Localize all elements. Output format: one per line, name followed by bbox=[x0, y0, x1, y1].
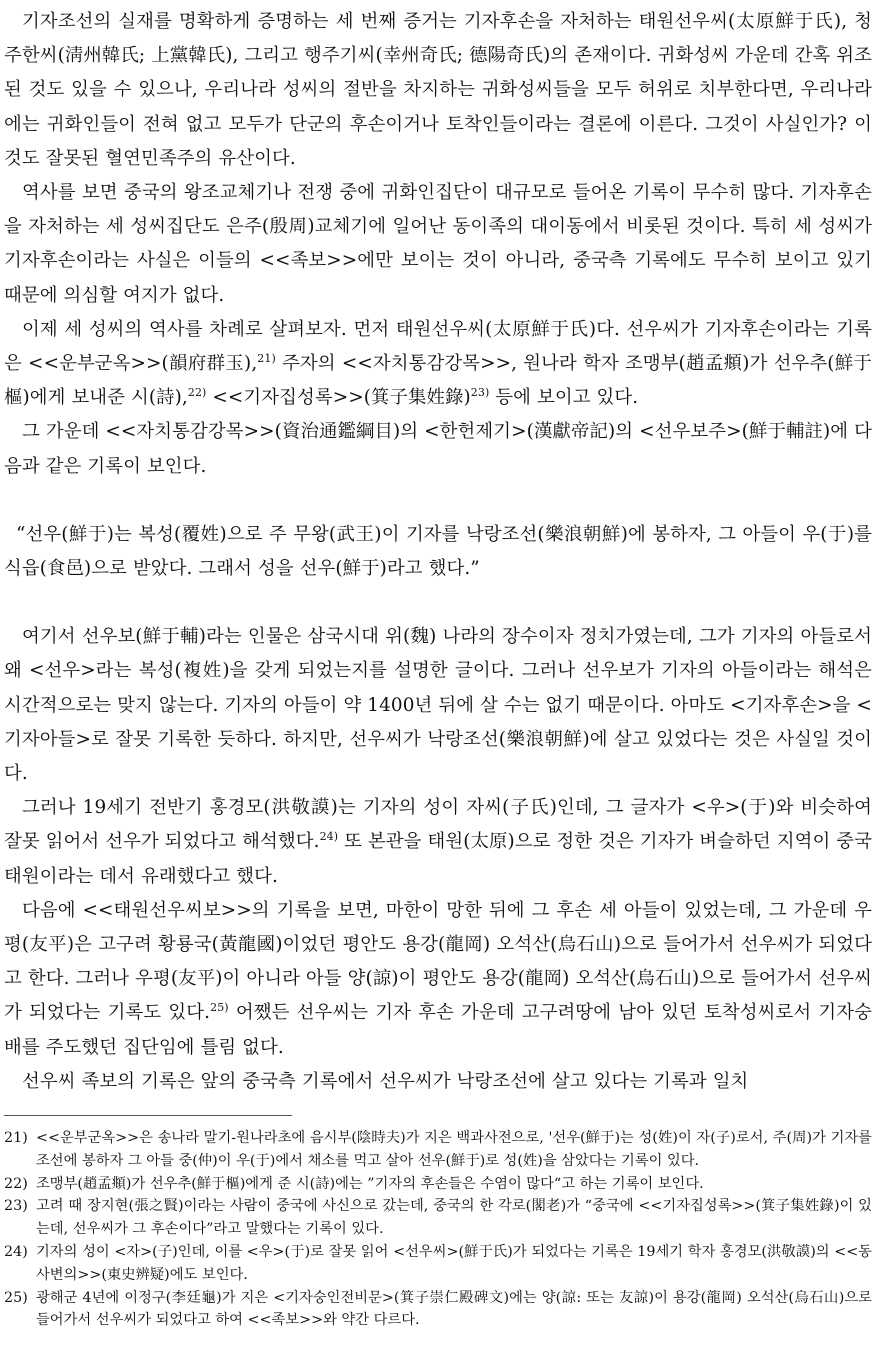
paragraph-8-part-b: 어쨌든 선우씨는 기자 후손 가운데 고구려땅에 남아 있던 토착성씨로서 기자숭배를 주도했던 집단임에 틀림 없다. bbox=[4, 1002, 873, 1058]
footnote-number: 23) bbox=[4, 1198, 28, 1215]
paragraph-8-part-a: 다음에 <<태원선우씨보>>의 기록을 보면, 마한이 망한 뒤에 그 후손 세 아들이 있었는데, 그 가운데 우평(友平)은 고구려 황룡국(黃龍國)이었던 평안도 용강(龍岡) 오석산(烏石山)으로 들어가서 선우씨가 되었다고 한다. 그러나 우평(友平)이 아니라 아들 양(諒)이 평안도 용강(龍岡) 오석산(烏石山)으로 들어가서 선우씨가 되었다는 기록도 있다. bbox=[4, 899, 872, 1024]
paragraph-3-part-a: 이제 세 성씨의 역사를 차례로 살펴보자. 먼저 태원선우씨(太原鮮于氏)다. 선우씨가 기자후손이라는 기록은 <<운부군옥>>(韻府群玉), bbox=[4, 318, 872, 375]
paragraph-3-part-c: <<기자집성록>>(箕子集姓錄) bbox=[206, 387, 471, 409]
spacer bbox=[4, 586, 872, 620]
paragraph-9: 선우씨 족보의 기록은 앞의 중국측 기록에서 선우씨가 낙랑조선에 살고 있다는 기록과 일치 bbox=[22, 1070, 749, 1092]
footnote-23 bbox=[4, 1195, 872, 1241]
footnote-number: 21) bbox=[4, 1130, 28, 1146]
footnote-ref-24[interactable]: 24) bbox=[319, 830, 339, 844]
paragraph-2: 역사를 보면 중국의 왕조교체기나 전쟁 중에 귀화인집단이 대규모로 들어온 기록이 무수히 많다. 기자후손을 자처하는 세 성씨집단도 은주(殷周)교체기에 일어난 동이족의 대이동에서 비롯된 것이다. 특히 세 성씨가 기자후손이라는 사실은 이들의 <<족보>>에만 보이는 것이 아니라, 중국측 기록에도 무수히 보이고 있기 때문에 의심할 여지가 없다. bbox=[4, 182, 872, 306]
footnote-text: 광해군 4년에 이정구(李廷龜)가 지은 <기자숭인전비문>(箕子崇仁殿碑文)에는 양(諒: 또는 友諒)이 용강(龍岡) 오석산(烏石山)으로 들어가서 선우씨가 되었다고 하여 <<족보>>와 약간 다르다. bbox=[36, 1289, 872, 1329]
footnote-text: 기자의 성이 <자>(子)인데, 이를 <우>(于)로 잘못 읽어 <선우씨>(鮮于氏)가 되었다는 기록은 19세기 학자 홍경모(洪敬謨)의 <<동사변의>>(東史辨疑)에도 보인다. bbox=[36, 1243, 872, 1283]
paragraph-3-part-b: 주자의 <<자치통감강목>>, 원나라 학자 조맹부(趙孟頫)가 선우추(鮮于樞)에게 보내준 시(詩), bbox=[4, 353, 872, 409]
footnote-number: 24) bbox=[4, 1243, 28, 1260]
main-text bbox=[4, 5, 872, 1099]
footnote-text: 조맹부(趙孟頫)가 선우추(鮮于樞)에게 준 시(詩)에는 ”기자의 후손들은 수염이 많다“고 하는 기록이 보인다. bbox=[36, 1175, 704, 1192]
paragraph-7-part-a: 그러나 19세기 전반기 홍경모(洪敬謨)는 기자의 성이 자씨(子氏)인데, 그 글자가 <우>(于)와 비슷하여 잘못 읽어서 선우가 되었다고 해석했다. bbox=[4, 797, 872, 853]
footnote-ref-23[interactable]: 23) bbox=[470, 386, 490, 400]
footnote-ref-25[interactable]: 25) bbox=[210, 1001, 229, 1015]
paragraph-7-part-b: 또 본관을 태원(太原)으로 정한 것은 기자가 벼슬하던 지역이 중국 태원이라는 데서 유래했다고 했다. bbox=[4, 831, 872, 887]
paragraph-8 bbox=[4, 894, 872, 1065]
spacer bbox=[4, 484, 872, 518]
footnote-22 bbox=[4, 1173, 872, 1196]
paragraph-1: 기자조선의 실재를 명확하게 증명하는 세 번째 증거는 기자후손을 자처하는 태원선우씨(太原鮮于氏), 청주한씨(淸州韓氏; 上黨韓氏), 그리고 행주기씨(幸州奇氏; 德陽奇氏)의 존재이다. 귀화성씨 가운데 간혹 위조된 것도 있을 수 있으나, 우리나라 성씨의 절반을 차지하는 귀화성씨들을 모두 허위로 치부한다면, 우리나라에는 귀화인들이 전혀 없고 모두가 단군의 후손이거나 토착인들이라는 결론에 이른다. 그것이 사실인가? 이것도 잘못된 혈연민족주의 유산이다. bbox=[4, 11, 872, 169]
paragraph-6: 여기서 선우보(鮮于輔)라는 인물은 삼국시대 위(魏) 나라의 장수이자 정치가였는데, 그가 기자의 아들로서 왜 <선우>라는 복성(複姓)을 갖게 되었는지를 설명한 글이다. 그러나 선우보가 기자의 아들이라는 해석은 시간적으로는 맞지 않는다. 기자의 아들이 약 1400년 뒤에 살 수는 없기 때문이다. 아마도 <기자후손>을 <기자아들>로 잘못 기록한 듯하다. 하지만, 선우씨가 낙랑조선(樂浪朝鮮)에 살고 있었다는 것은 사실일 것이다. bbox=[4, 626, 872, 785]
paragraph-7 bbox=[4, 791, 872, 894]
footnotes bbox=[4, 1127, 872, 1332]
block-quote: “선우(鮮于)는 복성(覆姓)으로 주 무왕(武王)이 기자를 낙랑조선(樂浪朝鮮)에 봉하자, 그 아들이 우(于)를 식읍(食邑)으로 받았다. 그래서 성을 선우(鮮于)라고 했다.” bbox=[4, 523, 872, 580]
footnote-text: 고려 때 장지현(張之賢)이라는 사람이 중국에 사신으로 갔는데, 중국의 한 각로(閣老)가 “중국에 <<기자집성록>>(箕子集姓錄)이 있는데, 선우씨가 그 후손이다”라고 말했다는 기록이 있다. bbox=[36, 1198, 872, 1238]
footnote-divider bbox=[4, 1115, 292, 1116]
footnote-ref-22[interactable]: 22) bbox=[187, 386, 207, 400]
footnote-ref-21[interactable]: 21) bbox=[257, 351, 276, 365]
footnote-21 bbox=[4, 1127, 872, 1173]
paragraph-3 bbox=[4, 313, 872, 416]
footnote-25 bbox=[4, 1287, 872, 1333]
footnote-number: 22) bbox=[4, 1175, 28, 1192]
footnote-text: <<운부군옥>>은 송나라 말기-원나라초에 음시부(陰時夫)가 지은 백과사전으로, '선우(鮮于)는 성(姓)이 자(子)로서, 주(周)가 기자를 조선에 봉하자 그 아들 중(仲)이 우(于)에서 채소를 먹고 살아 선우(鮮于)로 성(姓)을 삼았다는 기록이 있다. bbox=[36, 1130, 872, 1169]
footnote-24 bbox=[4, 1241, 872, 1287]
paragraph-4: 그 가운데 <<자치통감강목>>(資治通鑑綱目)의 <한헌제기>(漢獻帝記)의 <선우보주>(鮮于輔註)에 다음과 같은 기록이 보인다. bbox=[4, 421, 872, 477]
footnote-number: 25) bbox=[4, 1289, 28, 1306]
paragraph-3-part-d: 등에 보이고 있다. bbox=[489, 387, 639, 409]
